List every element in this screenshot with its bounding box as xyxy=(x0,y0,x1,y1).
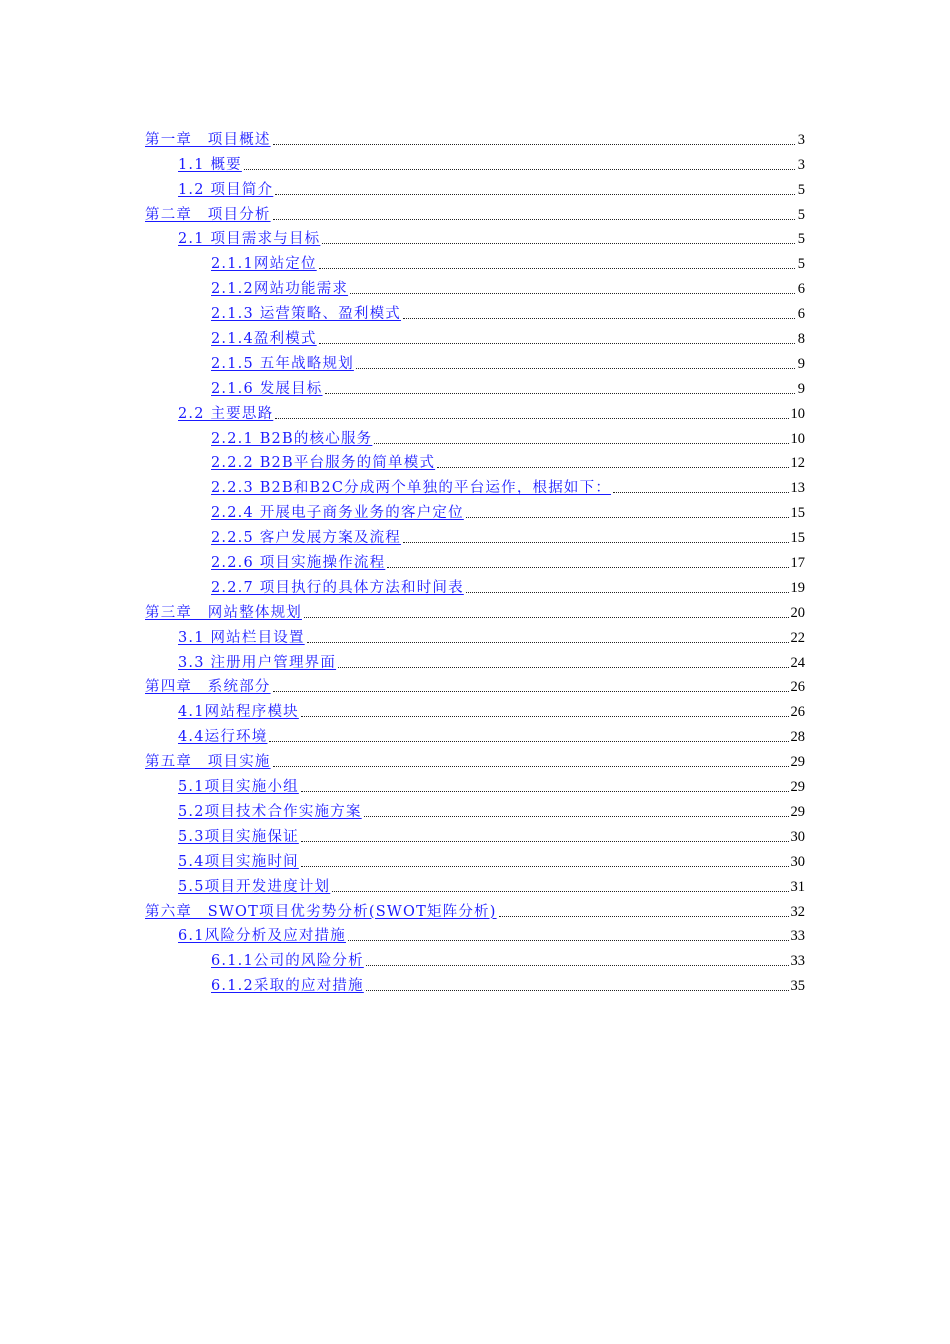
toc-entry[interactable] xyxy=(0,547,950,572)
dot-leader xyxy=(350,293,795,294)
toc-entry[interactable] xyxy=(0,945,950,970)
dot-leader xyxy=(275,418,788,419)
toc-entry-page-number: 3 xyxy=(797,156,805,173)
dot-leader xyxy=(466,592,789,593)
toc-entry-page-number: 28 xyxy=(790,729,805,746)
toc-entry-title-link[interactable]: 5.5项目开发进度计划 xyxy=(178,878,331,895)
toc-entry[interactable] xyxy=(0,622,950,647)
dot-leader xyxy=(338,667,788,668)
toc-entry[interactable] xyxy=(0,348,950,373)
toc-entry[interactable] xyxy=(0,124,950,149)
dot-leader xyxy=(325,393,795,394)
toc-entry-page-number: 5 xyxy=(797,206,805,223)
toc-entry[interactable] xyxy=(0,771,950,796)
dot-leader xyxy=(374,443,788,444)
toc-entry-title-link[interactable]: 2.2.7 项目执行的具体方法和时间表 xyxy=(211,579,464,596)
toc-entry-title-link[interactable]: 第四章 系统部分 xyxy=(145,679,271,696)
toc-entry[interactable] xyxy=(0,448,950,473)
toc-entry[interactable] xyxy=(0,796,950,821)
toc-entry[interactable] xyxy=(0,597,950,622)
toc-entry[interactable] xyxy=(0,248,950,273)
toc-entry-page-number: 6 xyxy=(797,306,805,323)
toc-entry[interactable] xyxy=(0,821,950,846)
toc-entry-title-link[interactable]: 2.1 项目需求与目标 xyxy=(178,231,321,248)
dot-leader xyxy=(403,318,795,319)
dot-leader xyxy=(269,741,788,742)
toc-entry[interactable] xyxy=(0,199,950,224)
dot-leader xyxy=(301,716,789,717)
toc-entry-title-link[interactable]: 5.1项目实施小组 xyxy=(178,779,299,796)
dot-leader xyxy=(356,368,795,369)
toc-entry-page-number: 5 xyxy=(797,231,805,248)
toc-entry-title-link[interactable]: 2.2.5 客户发展方案及流程 xyxy=(211,530,402,547)
dot-leader xyxy=(348,940,789,941)
toc-entry[interactable] xyxy=(0,721,950,746)
toc-entry-page-number: 6 xyxy=(797,281,805,298)
toc-entry-title-link[interactable]: 第六章 SWOT项目优劣势分析(SWOT矩阵分析) xyxy=(145,903,497,920)
toc-entry-page-number: 17 xyxy=(790,555,805,572)
toc-entry-page-number: 33 xyxy=(790,928,805,945)
dot-leader xyxy=(301,866,789,867)
toc-entry[interactable] xyxy=(0,323,950,348)
toc-entry-title-link[interactable]: 3.1 网站栏目设置 xyxy=(178,629,305,646)
dot-leader xyxy=(244,169,795,170)
toc-entry[interactable] xyxy=(0,871,950,896)
toc-entry-title-link[interactable]: 2.1.5 五年战略规划 xyxy=(211,355,354,372)
toc-entry-title-link[interactable]: 2.2.3 B2B和B2C分成两个单独的平台运作，根据如下： xyxy=(211,480,612,497)
dot-leader xyxy=(387,567,788,568)
toc-entry-title-link[interactable]: 2.1.3 运营策略、盈利模式 xyxy=(211,306,402,323)
dot-leader xyxy=(613,492,788,493)
toc-entry-page-number: 9 xyxy=(797,355,805,372)
toc-entry[interactable] xyxy=(0,572,950,597)
dot-leader xyxy=(403,542,788,543)
toc-entry-page-number: 35 xyxy=(790,978,805,995)
toc-entry[interactable] xyxy=(0,497,950,522)
toc-entry-page-number: 13 xyxy=(790,480,805,497)
toc-entry-title-link[interactable]: 6.1.1公司的风险分析 xyxy=(211,953,364,970)
toc-entry-page-number: 15 xyxy=(790,505,805,522)
toc-entry-page-number: 29 xyxy=(790,803,805,820)
toc-entry[interactable] xyxy=(0,149,950,174)
toc-entry[interactable] xyxy=(0,472,950,497)
toc-entry-page-number: 8 xyxy=(797,331,805,348)
toc-entry[interactable] xyxy=(0,896,950,921)
toc-entry-title-link[interactable]: 6.1.2采取的应对措施 xyxy=(211,978,364,995)
toc-entry-page-number: 31 xyxy=(790,878,805,895)
toc-entry[interactable] xyxy=(0,746,950,771)
toc-entry-page-number: 24 xyxy=(790,654,805,671)
toc-entry-title-link[interactable]: 5.4项目实施时间 xyxy=(178,853,299,870)
dot-leader xyxy=(273,144,795,145)
dot-leader xyxy=(322,243,795,244)
dot-leader xyxy=(437,467,788,468)
toc-entry-page-number: 5 xyxy=(797,181,805,198)
toc-entry-page-number: 15 xyxy=(790,530,805,547)
toc-entry-page-number: 20 xyxy=(790,604,805,621)
toc-entry-title-link[interactable]: 2.2.4 开展电子商务业务的客户定位 xyxy=(211,505,464,522)
dot-leader xyxy=(273,766,789,767)
toc-entry-page-number: 33 xyxy=(790,953,805,970)
toc-entry-title-link[interactable]: 6.1风险分析及应对措施 xyxy=(178,928,346,945)
toc-entry-page-number: 10 xyxy=(790,405,805,422)
toc-entry-title-link[interactable]: 3.3 注册用户管理界面 xyxy=(178,654,337,671)
dot-leader xyxy=(301,791,789,792)
dot-leader xyxy=(319,343,795,344)
toc-entry-title-link[interactable]: 第五章 项目实施 xyxy=(145,754,271,771)
toc-entry[interactable] xyxy=(0,423,950,448)
toc-entry-title-link[interactable]: 第三章 网站整体规划 xyxy=(145,604,302,621)
toc-entry-page-number: 9 xyxy=(797,380,805,397)
toc-entry-page-number: 12 xyxy=(790,455,805,472)
toc-entry-page-number: 30 xyxy=(790,828,805,845)
toc-entry[interactable] xyxy=(0,298,950,323)
toc-entry[interactable] xyxy=(0,970,950,995)
dot-leader xyxy=(273,219,795,220)
dot-leader xyxy=(332,891,788,892)
toc-entry[interactable] xyxy=(0,846,950,871)
toc-entry-page-number: 10 xyxy=(790,430,805,447)
toc-entry-title-link[interactable]: 2.1.1网站定位 xyxy=(211,256,317,273)
toc-entry-title-link[interactable]: 1.2 项目简介 xyxy=(178,181,274,198)
toc-entry-title-link[interactable]: 第一章 项目概述 xyxy=(145,131,271,148)
toc-entry-title-link[interactable]: 2.1.4盈利模式 xyxy=(211,331,317,348)
toc-entry-title-link[interactable]: 2.2 主要思路 xyxy=(178,405,274,422)
toc-entry[interactable] xyxy=(0,696,950,721)
toc-entry-title-link[interactable]: 第二章 项目分析 xyxy=(145,206,271,223)
toc-entry-title-link[interactable]: 1.1 概要 xyxy=(178,156,242,173)
toc-entry-page-number: 32 xyxy=(790,903,805,920)
dot-leader xyxy=(364,816,789,817)
toc-entry[interactable] xyxy=(0,522,950,547)
toc-entry-title-link[interactable]: 2.2.1 B2B的核心服务 xyxy=(211,430,373,447)
toc-entry-title-link[interactable]: 2.1.6 发展目标 xyxy=(211,380,323,397)
toc-entry-title-link[interactable]: 2.2.6 项目实施操作流程 xyxy=(211,555,386,572)
toc-entry-title-link[interactable]: 2.1.2网站功能需求 xyxy=(211,281,349,298)
dot-leader xyxy=(319,268,795,269)
dot-leader xyxy=(499,916,789,917)
toc-entry-page-number: 19 xyxy=(790,579,805,596)
dot-leader xyxy=(304,617,789,618)
toc-entry-title-link[interactable]: 5.2项目技术合作实施方案 xyxy=(178,803,362,820)
toc-entry[interactable] xyxy=(0,398,950,423)
toc-entry-page-number: 22 xyxy=(790,629,805,646)
toc-entry-page-number: 26 xyxy=(790,704,805,721)
toc-entry-title-link[interactable]: 4.4运行环境 xyxy=(178,729,268,746)
toc-entry[interactable] xyxy=(0,174,950,199)
dot-leader xyxy=(275,194,795,195)
dot-leader xyxy=(273,691,789,692)
toc-entry-page-number: 5 xyxy=(797,256,805,273)
toc-entry[interactable] xyxy=(0,672,950,697)
toc-entry-page-number: 29 xyxy=(790,779,805,796)
toc-entry-title-link[interactable]: 5.3项目实施保证 xyxy=(178,828,299,845)
dot-leader xyxy=(366,965,789,966)
toc-entry[interactable] xyxy=(0,647,950,672)
toc-entry-page-number: 3 xyxy=(797,131,805,148)
toc-entry[interactable] xyxy=(0,921,950,946)
dot-leader xyxy=(301,841,789,842)
toc-entry-title-link[interactable]: 2.2.2 B2B平台服务的简单模式 xyxy=(211,455,436,472)
toc-entry[interactable] xyxy=(0,273,950,298)
toc-entry-page-number: 29 xyxy=(790,754,805,771)
dot-leader xyxy=(366,990,789,991)
toc-entry[interactable] xyxy=(0,224,950,249)
dot-leader xyxy=(466,517,789,518)
toc-entry-title-link[interactable]: 4.1网站程序模块 xyxy=(178,704,299,721)
dot-leader xyxy=(307,642,789,643)
table-of-contents xyxy=(0,124,950,995)
toc-entry-page-number: 26 xyxy=(790,679,805,696)
toc-entry-page-number: 30 xyxy=(790,853,805,870)
toc-entry[interactable] xyxy=(0,373,950,398)
